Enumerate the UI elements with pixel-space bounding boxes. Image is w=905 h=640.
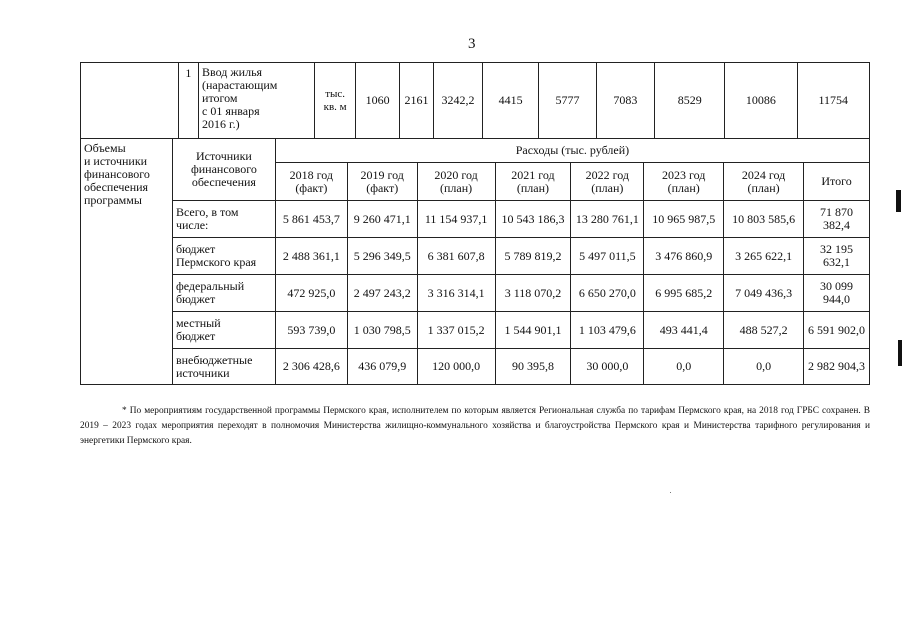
row-label: внебюджетные источники [172,349,275,385]
year-header: 2022 год (план) [571,163,644,201]
indicator-value: 2161 [399,63,433,139]
table-cell: 1 544 901,1 [495,312,571,349]
section-label-line: программы [84,193,142,207]
row-label: Всего, в том числе: [172,201,275,238]
row-label: федеральный бюджет [172,275,275,312]
table-cell: 10 965 987,5 [644,201,724,238]
table-row [81,349,870,385]
indicator-name [199,63,315,139]
table-cell: 593 739,0 [275,312,347,349]
table-cell: 0,0 [724,349,804,385]
indicator-value: 11754 [797,63,869,139]
table-cell: 1 337 015,2 [417,312,495,349]
scan-artifact [670,492,671,493]
year-header: 2018 год (факт) [275,163,347,201]
indicator-value: 3242,2 [433,63,482,139]
table-cell: 5 789 819,2 [495,238,571,275]
table-cell: 2 497 243,2 [347,275,417,312]
table-row [81,201,870,238]
scan-artifact [896,190,901,212]
table-cell: 5 497 011,5 [571,238,644,275]
table-row [81,238,870,275]
table-cell: 3 265 622,1 [724,238,804,275]
table-cell: 90 395,8 [495,349,571,385]
table-cell: 6 591 902,0 [804,312,870,349]
table-cell: 2 982 904,3 [804,349,870,385]
indicator-index: 1 [178,63,198,139]
table-cell: 6 995 685,2 [644,275,724,312]
table-cell: 3 476 860,9 [644,238,724,275]
total-header: Итого [804,163,870,201]
table-cell: 6 650 270,0 [571,275,644,312]
indicator-name-line: (нарастающим [202,78,278,92]
year-header: 2019 год (факт) [347,163,417,201]
section-label-line: обеспечения [84,180,149,194]
table-cell: 32 195 632,1 [804,238,870,275]
scan-artifact [898,340,902,366]
table-cell: 5 296 349,5 [347,238,417,275]
indicator-value: 5777 [539,63,596,139]
table-cell: 6 381 607,8 [417,238,495,275]
table-cell: 10 803 585,6 [724,201,804,238]
table-cell: 71 870 382,4 [804,201,870,238]
funding-table [80,138,870,385]
unit-line: кв. м [323,100,347,113]
year-header: 2021 год (план) [495,163,571,201]
indicator-value: 4415 [482,63,538,139]
table-cell: 7 049 436,3 [724,275,804,312]
unit-line: тыс. [325,87,346,100]
table-cell: 1 030 798,5 [347,312,417,349]
table-cell: 3 118 070,2 [495,275,571,312]
table-cell: 2 306 428,6 [275,349,347,385]
table-cell: 3 316 314,1 [417,275,495,312]
indicator-value: 7083 [596,63,654,139]
table-row [81,275,870,312]
table-cell: 2 488 361,1 [275,238,347,275]
section-label [81,139,173,385]
table-cell: 488 527,2 [724,312,804,349]
table-cell: 5 861 453,7 [275,201,347,238]
year-header: 2024 год (план) [724,163,804,201]
page-number: 3 [468,36,476,52]
table-cell: 11 154 937,1 [417,201,495,238]
row-label: местный бюджет [172,312,275,349]
section-label-line: финансового [84,167,150,181]
indicator-value: 10086 [725,63,797,139]
indicator-name-line: итогом [202,91,238,105]
table-cell: 1 103 479,6 [571,312,644,349]
year-header: 2023 год (план) [644,163,724,201]
indicator-row [81,63,870,139]
indicator-value: 8529 [655,63,725,139]
sources-header-line: финансового [190,162,257,176]
section-label-line: и источники [84,154,148,168]
table-cell: 472 925,0 [275,275,347,312]
footnote: * По мероприятиям государственной программы Пермского края, исполнителем по которым является Региональная служба по тарифам Пермского края, на 2018 год ГРБС сохранен. В 2019 – 2023 годах мероприятия переходят в полномочия Министерства жилищно-коммунального хозяйства и благоустройства Пермского края и Министерства тарифного регулирования и энергетики Пермского края. [80,406,870,446]
indicator-unit [314,63,355,139]
sources-header [172,139,275,201]
empty-cell [81,63,179,139]
year-header: 2020 год (план) [417,163,495,201]
table-cell: 13 280 761,1 [571,201,644,238]
table-cell: 493 441,4 [644,312,724,349]
table-cell: 10 543 186,3 [495,201,571,238]
table-cell: 120 000,0 [417,349,495,385]
table-cell: 9 260 471,1 [347,201,417,238]
row-label: бюджет Пермского края [172,238,275,275]
table-row [81,312,870,349]
indicator-value: 1060 [356,63,400,139]
table-cell: 30 000,0 [571,349,644,385]
section-label-line: Объемы [84,141,126,155]
sources-header-line: обеспечения [191,175,256,189]
table-cell: 30 099 944,0 [804,275,870,312]
indicator-name-line: 2016 г.) [202,117,240,131]
table-cell: 0,0 [644,349,724,385]
expenses-header: Расходы (тыс. рублей) [275,139,869,163]
indicator-name-line: с 01 января [202,104,260,118]
table-cell: 436 079,9 [347,349,417,385]
indicator-table [80,62,870,139]
sources-header-line: Источники [195,149,252,163]
indicator-name-line: Ввод жилья [202,65,263,79]
